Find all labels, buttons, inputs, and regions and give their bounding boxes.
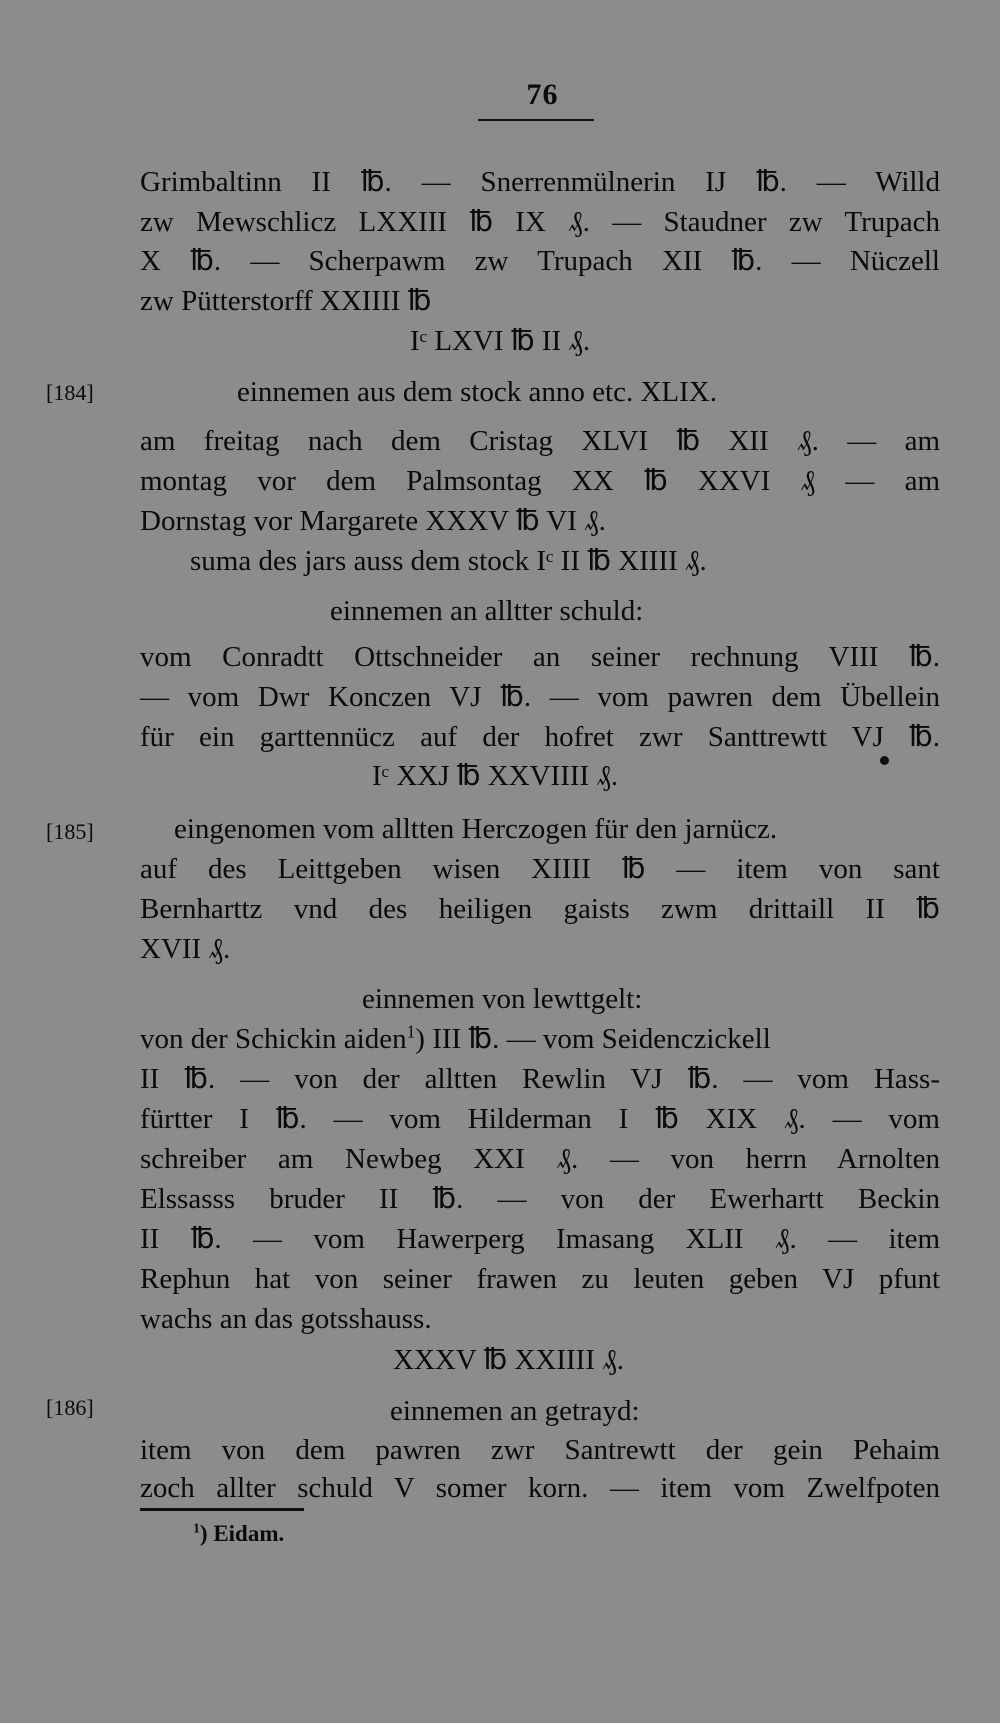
text-line: Grimbaltinn II ℔. — Snerrenmülnerin IJ ℔. — Willd <box>140 166 940 198</box>
footnote-marker: 1 <box>193 1520 200 1536</box>
text-line: am freitag nach dem Cristag XLVI ℔ XII ₰. — am <box>140 425 940 457</box>
text-line-start: von der Schickin aiden <box>140 1023 407 1055</box>
text-line: XVII ₰. <box>140 933 231 965</box>
text-line: X ℔. — Scherpawm zw Trupach XII ℔. — Nüczell <box>140 245 940 277</box>
text-line: schreiber am Newbeg XXI ₰. — von herrn Arnolten <box>140 1143 940 1175</box>
text-line: II ℔. — vom Hawerperg Imasang XLII ₰. — item <box>140 1223 940 1255</box>
sum-line: XXXV ℔ XXIIII ₰. <box>393 1344 624 1376</box>
text-line: auf des Leittgeben wisen XIIII ℔ — item von sant <box>140 853 940 885</box>
text-line-rest: ) III ℔. — vom Seidenczickell <box>415 1023 771 1055</box>
text-line: II ℔. — von der alltten Rewlin VJ ℔. — vom Hass- <box>140 1063 940 1095</box>
marginal-note-186: [186] <box>46 1395 94 1420</box>
section-heading: eingenomen vom alltten Herczogen für den jarnücz. <box>174 813 778 845</box>
footnote <box>193 1517 284 1551</box>
marginal-note-184: [184] <box>46 380 94 405</box>
text-line: — vom Dwr Konczen VJ ℔. — vom pawren dem Übellein <box>140 681 940 713</box>
footnote-reference: 1 <box>406 1021 416 1042</box>
ink-dot <box>880 756 889 765</box>
marginal-note-185: [185] <box>46 819 94 844</box>
sum-line: suma des jars auss dem stock Iᶜ II ℔ XIIII ₰. <box>190 545 707 577</box>
section-heading: einnemen von lewttgelt: <box>362 983 643 1015</box>
section-heading: einnemen an alltter schuld: <box>330 595 644 627</box>
footnote-rule <box>140 1508 304 1511</box>
text-line: vom Conradtt Ottschneider an seiner rechnung VIII ℔. <box>140 641 940 673</box>
text-line: zw Mewschlicz LXXIII ℔ IX ₰. — Staudner zw Trupach <box>140 206 940 238</box>
text-line: Elssasss bruder II ℔. — von der Ewerhartt Beckin <box>140 1183 940 1215</box>
sum-line: Iᶜ XXJ ℔ XXVIIII ₰. <box>372 760 619 792</box>
text-line: item von dem pawren zwr Santrewtt der gein Pehaim <box>140 1434 940 1466</box>
text-line: Dornstag vor Margarete XXXV ℔ VI ₰. <box>140 505 606 537</box>
text-line: für ein garttennücz auf der hofret zwr Santtrewtt VJ ℔. <box>140 721 940 753</box>
text-line <box>140 1020 940 1058</box>
page-number-rule <box>478 119 594 121</box>
page-number: 76 <box>526 78 559 111</box>
text-line: Bernharttz vnd des heiligen gaists zwm drittaill II ℔ <box>140 893 940 925</box>
text-line: zoch allter schuld V somer korn. — item vom Zwelfpoten <box>140 1472 940 1504</box>
text-line: montag vor dem Palmsontag XX ℔ XXVI ₰ — am <box>140 465 940 497</box>
text-line: zw Pütterstorff XXIIII ℔ <box>140 285 432 317</box>
footnote-text: ) Eidam. <box>199 1521 285 1546</box>
sum-line: Iᶜ LXVI ℔ II ₰. <box>410 325 591 357</box>
text-line: Rephun hat von seiner frawen zu leuten geben VJ pfunt <box>140 1263 940 1295</box>
section-heading: einnemen an getrayd: <box>390 1395 640 1427</box>
section-heading: einnemen aus dem stock anno etc. XLIX. <box>237 376 717 408</box>
text-line: fürtter I ℔. — vom Hilderman I ℔ XIX ₰. — vom <box>140 1103 940 1135</box>
text-line: wachs an das gotsshauss. <box>140 1303 432 1335</box>
